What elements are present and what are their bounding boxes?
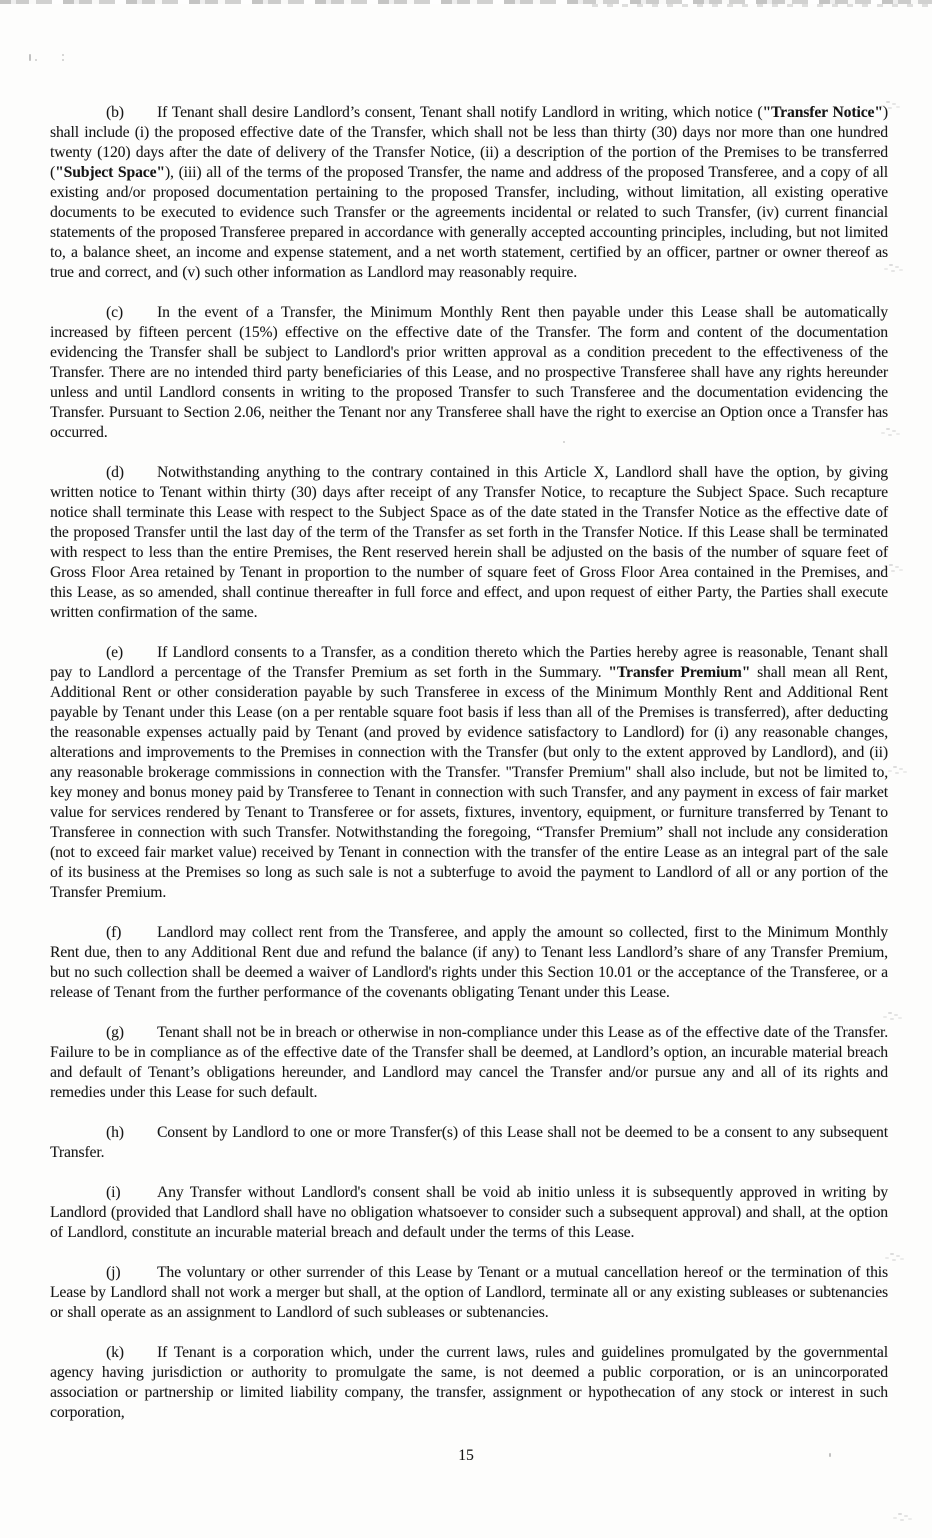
paragraph-label-c: (c) — [106, 304, 124, 321]
scan-speck — [893, 766, 897, 768]
paragraph-h — [50, 1123, 888, 1163]
paragraph-label-e: (e) — [106, 644, 124, 661]
lease-article-text — [50, 103, 888, 1443]
defined-term: "Transfer Notice" — [762, 104, 883, 121]
paragraph-label-i: (i) — [106, 1184, 121, 1201]
paragraph-text: If Tenant is a corporation which, under the current laws, rules and guidelines promulgated by the governmental agency having jurisdiction or authority to promulgate the same, is not deemed a public corporation, or is an unincorporated association or partnership or limited liability company, the transfer, assignment or hypothecation of any stock or interest in such corporation, — [50, 1344, 888, 1421]
paragraph-text: Landlord may collect rent from the Transferee, and apply the amount so collected, first to the Minimum Monthly Rent due, then to any Additional Rent due and refund the balance (if any) to Tenant less Landlord’s share of any Transfer Premium, but no such collection shall be deemed a waiver of Landlord's rights under this Section 10.01 or the acceptance of the Transferee, or a release of Tenant from the further performance of the covenants obligating Tenant under this Lease. — [50, 924, 888, 1001]
scan-artifact-top-edge-right — [592, 4, 932, 7]
paragraph-label-g: (g) — [106, 1024, 124, 1041]
paragraph-text: In the event of a Transfer, the Minimum Monthly Rent then payable under this Lease shall be automatically increased by fifteen percent (15%) effective on the effective date of the Transfer. The form and content of the documentation evidencing the Transfer shall be subject to Landlord's prior written approval as a condition precedent to the effectiveness of the Transfer. There are no intended third party beneficiaries of this Lease, and no prospective Transferee shall have any rights hereunder unless and until Landlord consents in writing to the proposed Transfer to such Transferee and the documentation evidencing the Transfer. Pursuant to Section 2.06, neither the Tenant nor any Transferee shall have the right to exercise an Option once a Transfer has occurred. — [50, 304, 888, 441]
paragraph-j — [50, 1263, 888, 1323]
scan-speck — [898, 1513, 902, 1515]
paragraph-c — [50, 303, 888, 443]
paragraph-label-d: (d) — [106, 464, 124, 481]
paragraph-text: Any Transfer without Landlord's consent shall be void ab initio unless it is subsequently approved in writing by Landlord (provided that Landlord shall have no obligation whatsoever to consider such a subsequent approval) and shall, at the option of Landlord, constitute an incurable material breach and default under the terms of this Lease. — [50, 1184, 888, 1241]
paragraph-label-k: (k) — [106, 1344, 124, 1361]
scan-speck — [889, 564, 893, 566]
paragraph-f — [50, 923, 888, 1003]
paragraph-text: If Tenant shall desire Landlord’s consent, Tenant shall notify Landlord in writing, which notice ( — [157, 104, 763, 121]
paragraph-text: If Landlord consents to a Transfer, as a condition thereto which the Parties hereby agree is reasonable, Tenant shall pay to Landlord a percentage of the Transfer Premium as set forth in the Summary. — [50, 644, 888, 681]
paragraph-label-h: (h) — [106, 1124, 124, 1141]
paragraph-d — [50, 463, 888, 623]
paragraph-text: Notwithstanding anything to the contrary contained in this Article X, Landlord shall have the option, by giving written notice to Tenant within thirty (30) days after receipt of any Transfer Notice, to recapture the Subject Space. Such recapture notice shall terminate this Lease with respect to the Subject Space as of the date stated in the Transfer Notice as the effective date of the proposed Transfer until the last day of the term of the Transfer as set forth in the Transfer Notice. If this Lease shall be terminated with respect to less than the entire Premises, the Rent reserved herein shall be adjusted on the basis of the number of square feet of Gross Floor Area retained by Tenant in proportion to the number of square feet of Gross Floor Area contained in the Premises, and this Lease, as so amended, shall continue thereafter in full force and effect, and upon request of either Party, the Parties shall execute written confirmation of the same. — [50, 464, 888, 621]
scan-speck — [890, 1253, 894, 1255]
scan-speck — [35, 59, 37, 61]
scan-speck — [62, 54, 64, 56]
scan-speck — [62, 59, 64, 61]
paragraph-text: Tenant shall not be in breach or otherwise in non-compliance under this Lease as of the effective date of the Transfer. Failure to be in compliance as of the effective date of the Transfer shall be deemed, at Landlord’s option, an incurable material breach and default of Tenant’s obligations hereunder, and Landlord may cancel the Transfer and/or pursue any and all of its rights and remedies under this Lease for such default. — [50, 1024, 888, 1101]
paragraph-b — [50, 103, 888, 283]
paragraph-text: shall mean all Rent, Additional Rent or other consideration payable by such Transferee in excess of the Minimum Monthly Rent and Additional Rent payable by Tenant under this Lease (on a per rentable square foot basis if less than all of the Premises is transferred), after deducting the reasonable expenses actually paid by Tenant (and proved by evidence satisfactory to Landlord) for (i) any reasonable changes, alterations and improvements to the Premises in connection with the Transfer (but only to the extent approved by Landlord), and (ii) any reasonable brokerage commissions in connection with the Transfer. "Transfer Premium" shall also include, but not be limited to, key money and bonus money paid by Transferee to Tenant in connection with such Transfer, and any payment in excess of fair market value for services rendered by Tenant to Transferee or for assets, fixtures, inventory, equipment, or furniture transferred by Tenant to Transferee in connection with such Transfer. Notwithstanding the foregoing, “Transfer Premium” shall not include any consideration (not to exceed fair market value) received by Tenant in connection with the transfer of the entire Lease as an integral part of the sale of its business at the Premises so long as such sale is not a subterfuge to avoid the payment to Landlord of all or any portion of the Transfer Premium. — [50, 664, 888, 901]
paragraph-e — [50, 643, 888, 903]
paragraph-label-f: (f) — [106, 924, 122, 941]
paragraph-text: ) shall include (i) the proposed effective date of the Transfer, which shall not be less than thirty (30) days nor more than one hundred twenty (120) days after the date of delivery of the Transfer Notice, (ii) a description of the portion of the Premises to be transferred ( — [50, 104, 888, 181]
scan-speck — [29, 54, 31, 61]
defined-term: "Transfer Premium" — [608, 664, 751, 681]
paragraph-text: ), (iii) all of the terms of the proposed Transfer, the name and address of the proposed Transferee, and a copy of all existing and/or proposed documentation pertaining to the proposed Transfer, including, without limitation, all existing operative documents to be executed to evidence such Transfer or the agreements incidental or related to such Transfer, (iv) current financial statements of the proposed Transferee prepared in accordance with generally accepted accounting principles, including, but not limited to, a balance sheet, an income and expense statement, and a net worth statement, certified by an officer, partner or owner thereof as true and correct, and (v) such other information as Landlord may reasonably require. — [50, 164, 888, 281]
scan-speck — [889, 264, 893, 266]
paragraph-g — [50, 1023, 888, 1103]
scan-speck — [888, 1012, 892, 1014]
page-number: 15 — [458, 1447, 474, 1464]
paragraph-label-b: (b) — [106, 104, 124, 121]
paragraphs — [50, 103, 888, 1423]
paragraph-k — [50, 1343, 888, 1423]
paragraph-label-j: (j) — [106, 1264, 121, 1281]
defined-term: "Subject Space" — [55, 164, 165, 181]
paragraph-text: Consent by Landlord to one or more Transfer(s) of this Lease shall not be deemed to be a consent to any subsequent Transfer. — [50, 1124, 888, 1161]
paragraph-i — [50, 1183, 888, 1243]
paragraph-text: The voluntary or other surrender of this Lease by Tenant or a mutual cancellation hereof or the termination of this Lease by Landlord shall not work a merger but shall, at the option of Landlord, terminate all or any existing subleases or subtenancies or shall operate as an assignment to Landlord of such subleases or subtenancies. — [50, 1264, 888, 1321]
